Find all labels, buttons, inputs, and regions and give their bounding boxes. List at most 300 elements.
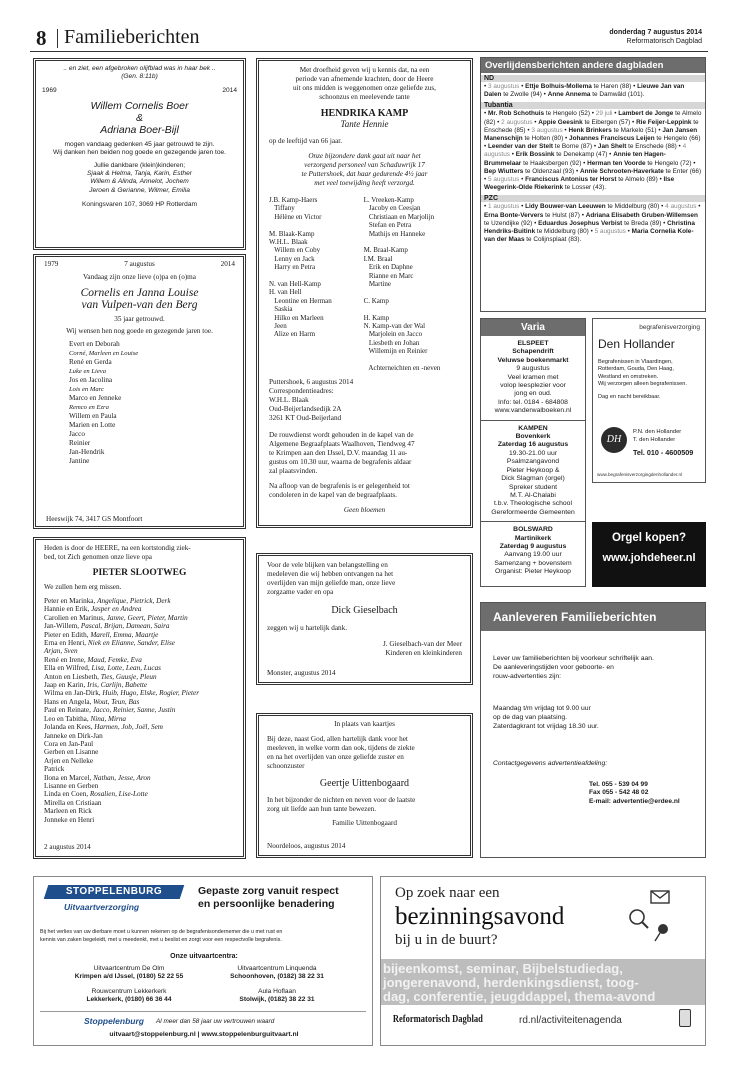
- headline-2: bezinningsavond: [395, 903, 565, 930]
- family-line: Evert en Deborah: [69, 340, 120, 348]
- announcement-slootweg: [33, 537, 246, 859]
- entry-name: Erna Bonte-Ververs: [484, 211, 544, 219]
- logo-emblem: DH: [601, 427, 627, 453]
- family-children: Nina, Mirna: [90, 714, 127, 723]
- service-line: De rouwdienst wordt gehouden in de kapel van de: [269, 431, 414, 440]
- entry-name: Mr. Rob Schothuis: [488, 110, 545, 118]
- text-line: Voor de vele blijken van belangstelling en: [267, 561, 388, 569]
- announcement-kamp: [256, 58, 473, 528]
- family-line: Jantine: [69, 457, 90, 465]
- family-line: Lois en Marc: [69, 386, 104, 393]
- name-1: Cornelis en Janna Louise: [80, 287, 199, 299]
- deadline-line: op de dag van plaatsing.: [493, 714, 568, 722]
- name-2: van Vulpen-van den Berg: [81, 299, 198, 311]
- headline-3: bij u in de buurt?: [395, 932, 498, 948]
- entry-name: Annie ten Hagen-Brummelaar: [484, 151, 666, 167]
- deadline-line: Maandag t/m vrijdag tot 9.00 uur: [493, 705, 591, 713]
- family-line: [364, 356, 462, 364]
- varia-line: Schapendrift: [512, 348, 554, 356]
- family-children: Jacco, Reinier, Sanne, Justin: [92, 706, 176, 715]
- entry-place: te Denekamp (47): [556, 151, 608, 159]
- family-line: Tiffany: [269, 204, 295, 213]
- family-children: Jasper en Andrea: [91, 605, 142, 614]
- bullet-icon: •: [532, 219, 539, 227]
- nickname: Tante Hennie: [340, 119, 389, 129]
- entry-place: te Breda (89): [624, 219, 662, 227]
- entry-name: Maria Cornelia Kole-van der Maas: [484, 228, 694, 244]
- thanks-line: met veel toewijding heeft verzorgd.: [314, 179, 415, 187]
- contact-head: Contactgegevens advertentieafdeling:: [493, 759, 608, 767]
- family-line: [44, 782, 243, 790]
- varia-line: 9 augustus: [516, 365, 550, 373]
- family-parents: Cora en Jan-Paul: [44, 739, 94, 748]
- entry-name: Eduardus Josephus Verbist: [538, 219, 623, 227]
- family-line: Marjolein en Jacco: [363, 330, 423, 339]
- family-line: [44, 757, 243, 765]
- contact-2: T. den Hollander: [633, 437, 676, 443]
- entry-name: Adriana Elisabeth Gruben-Willemsen: [585, 211, 698, 219]
- paper-label: ND: [481, 75, 705, 82]
- bullet-icon: •: [592, 143, 598, 151]
- family-parents: Jan-Willem,: [44, 622, 81, 631]
- family-line: [44, 816, 243, 824]
- thanks-line: Onze bijzondere dank gaat uit naar het: [308, 152, 421, 160]
- family-line: Hilko en Marleen: [269, 313, 324, 322]
- varia-line: Info: tel. 0184 - 684808: [498, 398, 568, 406]
- family-line: Liesbeth en Johan: [363, 338, 420, 347]
- family-line: M. Braal-Kamp: [363, 246, 408, 255]
- bullet-icon: •: [661, 219, 668, 227]
- family-line: [364, 288, 462, 296]
- family-line: Rianne en Marc: [363, 271, 414, 280]
- family-line: [44, 748, 243, 756]
- service-line: zal plaatsvinden.: [269, 467, 318, 476]
- header-paper: Reformatorisch Dagblad: [626, 38, 702, 45]
- service-line: gustus om 10.30 uur, waarna de begrafenis aldaar: [269, 458, 412, 467]
- entry-date: 1 augustus: [488, 203, 520, 211]
- service-line: te Krimpen aan den IJssel, D.V. maandag 11 au-: [269, 449, 408, 458]
- family-line: [44, 765, 243, 773]
- varia-line: Aanvang 19.00 uur: [504, 551, 562, 559]
- bullet-icon: •: [588, 228, 595, 236]
- entry-place: te Almelo (82): [484, 110, 702, 126]
- family-parents: Lisanne en Gerben: [44, 781, 99, 790]
- info-line: De aanleveringstijden voor geboorte- en: [493, 663, 614, 671]
- bullet-icon: •: [563, 135, 570, 143]
- family-children: Maud, Femke, Eva: [87, 655, 142, 664]
- ad-fax: Fax 055 - 542 48 02: [589, 789, 649, 797]
- entry-name: Anne Annema: [547, 91, 591, 99]
- agenda-url[interactable]: rd.nl/activiteitenagenda: [519, 1015, 622, 1026]
- intro-line: uit ons midden is weggenomen onze geliefde zus,: [293, 84, 436, 92]
- family-line: [44, 698, 243, 706]
- bullet-icon: •: [484, 203, 489, 211]
- family-line: Marco en Jenneke: [69, 394, 122, 402]
- family-line: Remco en Ezra: [69, 404, 109, 411]
- family-line: M. Blaak-Kamp: [269, 229, 315, 238]
- entry-date: 2 augustus: [501, 118, 533, 126]
- family-line: [44, 673, 243, 681]
- text: [267, 561, 462, 597]
- entry-name: Johannes Franciscus Leijen: [569, 135, 655, 143]
- family-line: [44, 723, 243, 731]
- entry-place: te Hengelo (72): [647, 159, 692, 167]
- condolence: [269, 482, 470, 500]
- text-line: In het bijzonder de nichten en neven voor de laatste: [267, 796, 416, 804]
- varia-line: Bovenkerk: [515, 433, 551, 441]
- den-hollander-ad: [592, 318, 706, 483]
- family-line: C. Kamp: [363, 296, 389, 305]
- family-right: [364, 196, 462, 372]
- info-line: Begrafenissen in Vlaardingen,: [598, 359, 673, 365]
- entry-place: te Damwâld (101).: [592, 91, 645, 99]
- submission-text: [493, 655, 705, 681]
- family-line: [44, 681, 243, 689]
- text-line: zorgzame vader en opa: [267, 588, 334, 596]
- family-line: Reinier: [69, 439, 91, 447]
- varia-line: Samenzang + bovenstem: [494, 559, 572, 567]
- corr-line: W.H.L. Blaak: [269, 396, 309, 405]
- family-line: [44, 799, 243, 807]
- family-parents: Pieter en Edith,: [44, 630, 91, 639]
- family-line: René en Gerda: [69, 358, 112, 366]
- family-children: Wout, Teun, Bas: [93, 697, 140, 706]
- intro-line: Met droefheid geven wij u kennis dat, na een: [299, 66, 430, 74]
- family-line: [44, 605, 243, 613]
- words-2: jongerenavond, herdenkingsdienst, toog-: [383, 975, 639, 990]
- entry-place: te Uzendijke (92): [484, 219, 533, 227]
- family-parents: Leo en Tabitha,: [44, 714, 91, 723]
- varia-place: BOLSWARD: [513, 526, 553, 534]
- flowers: Geen bloemen: [343, 506, 386, 515]
- text-line: overlijden van mijn geliefde man, onze lieve: [267, 579, 396, 587]
- envelope-flap-icon: [651, 891, 669, 898]
- deceased-name: PIETER SLOOTWEG: [92, 568, 187, 578]
- text-line: schoonzuster: [267, 762, 305, 770]
- corr-line: Oud-Beijerlandsedijk 2A: [269, 405, 342, 414]
- family-line: Luke en Lieva: [69, 368, 106, 375]
- logo-sub: Uitvaartverzorging: [64, 902, 140, 912]
- family-parents: Gerben en Lisanne: [44, 748, 99, 757]
- entry-date: 3 augustus: [531, 126, 563, 134]
- brand: Reformatorisch Dagblad: [392, 1014, 483, 1025]
- year-left: 1969: [42, 87, 57, 95]
- entry-place: te Haren (88): [593, 83, 632, 90]
- children-line: Willem & Alinda, Annelot, Jochem: [90, 178, 189, 186]
- text-line: meeleven, in welke vorm dan ook, tijdens de ziekte: [267, 744, 415, 752]
- place: Noordeloos, augustus 2014: [267, 842, 346, 850]
- orgel-url[interactable]: www.johdeheer.nl: [602, 552, 696, 564]
- sign-1: J. Gieselbach-van der Meer: [382, 640, 462, 648]
- entry-place: te Zwolle (94): [503, 91, 542, 99]
- entry-date: 5 augustus: [488, 176, 520, 184]
- varia-place: KAMPEN: [518, 424, 548, 432]
- family-line: Willem en Coby: [269, 246, 321, 255]
- family-line: [44, 732, 243, 740]
- bullet-icon: •: [484, 83, 489, 90]
- footer-name: Stoppelenburg: [84, 1016, 144, 1026]
- intro-line: periode van afnemende krachten, door de Heere: [295, 75, 434, 83]
- text-line: zorg uit liefde aan hun tante bewezen.: [267, 805, 377, 813]
- centres-head: Onze uitvaartcentra:: [170, 953, 238, 960]
- family-children: Marell, Emma, Maartje: [90, 630, 159, 639]
- entry-date: 29 juli: [595, 110, 613, 118]
- orgel-ad: [592, 522, 706, 587]
- family-line: L. Vreeken-Kamp: [363, 196, 414, 204]
- deceased-name: Dick Gieselbach: [331, 605, 398, 616]
- entry-place: te Colijnsplaat (83).: [526, 236, 582, 244]
- paper-entries: • 3 augustus • Ettje Bolhuis-Mollema te Haren (88) • Lieuwe Jan van Dalen te Zwolle (94) • Anne Annema te Damwâld (101).: [484, 83, 685, 99]
- pin-icon: [658, 924, 668, 934]
- submission-title: Aanleveren Familieberichten: [481, 603, 705, 631]
- bullet-icon: •: [631, 83, 638, 90]
- entry-date: 3 augustus: [488, 83, 520, 90]
- varia-item: [481, 521, 585, 580]
- sign-2: Kinderen en kleinkinderen: [385, 649, 462, 657]
- family-children: Nathan, Jesse, Aron: [93, 773, 151, 782]
- varia-line: Zaterdag 9 augustus: [499, 542, 567, 550]
- pin-needle: [655, 933, 660, 941]
- ampersand: &: [135, 111, 143, 124]
- family-children: Harmen, Job, Joël, Sem: [94, 723, 163, 732]
- small-head: begrafenisverzorging: [639, 324, 700, 331]
- orgel-line-1: Orgel kopen?: [611, 532, 687, 544]
- family-line: Mathijs en Hanneke: [363, 229, 426, 238]
- logo-text: STOPPELENBURG: [65, 886, 163, 897]
- year-right: 2014: [222, 87, 237, 95]
- ad-email[interactable]: E-mail: advertentie@erdee.nl: [589, 797, 680, 805]
- bullet-icon: •: [607, 151, 614, 159]
- entry-place: te Holten (80): [524, 135, 564, 143]
- deceased-name: HENDRIKA KAMP: [320, 108, 409, 119]
- family-list: [44, 597, 243, 824]
- family-parents: Jaap en Karin,: [44, 681, 88, 690]
- verse-ref: (Gen. 8:11b): [121, 73, 158, 81]
- phone: Tel. 010 - 4600509: [633, 448, 694, 457]
- decoration-icons: [615, 889, 685, 951]
- family-line: Christiaan en Marjolijn: [363, 212, 435, 221]
- family-children: Janne, Geert, Pieter, Martin: [106, 613, 188, 622]
- family-parents: Janneke en Dirk-Jan: [44, 731, 103, 740]
- family-parents: Hans en Angela,: [44, 697, 94, 706]
- family-line: Jacco: [69, 430, 85, 438]
- entry-name: Annie Schrooten-Haverkate: [579, 167, 664, 175]
- bullet-icon: •: [484, 176, 489, 184]
- deadline-text: [493, 705, 705, 731]
- varia-line: Veluwse boekenmarkt: [497, 356, 569, 364]
- centre-phone: Krimpen a/d IJssel, (0180) 52 22 55: [74, 973, 184, 981]
- varia-line: Dick Slagman (orgel): [501, 475, 565, 483]
- service: [269, 431, 470, 476]
- footer-contact[interactable]: uitvaart@stoppelenburg.nl | www.stoppelenburguitvaart.nl: [109, 1031, 299, 1038]
- varia-line: Pieter Heykoop &: [506, 466, 560, 474]
- family-line: Hélène en Victor: [269, 212, 322, 221]
- family-children: Arjan, Sven: [44, 647, 78, 656]
- text: [267, 735, 462, 771]
- family-line: [44, 614, 243, 622]
- varia-line: Organist: Pieter Heykoop: [495, 568, 571, 576]
- section-title: Familieberichten: [64, 26, 200, 48]
- thanks-line: te Puttershoek, dat haar gedurende 4½ jaar: [301, 170, 428, 178]
- contact-1: P.N. den Hollander: [633, 429, 682, 435]
- intro-2: kennis van zaken begeleidt, met u meedenkt, met u beslist en zorgt voor een respectvolle begrafenis.: [40, 937, 282, 943]
- entry-place: te Enter (66): [665, 167, 702, 175]
- text-2: Wij danken hen beiden nog goede en gezegende jaren toe.: [52, 148, 227, 156]
- text-line: Bij deze, naast God, allen hartelijk dank voor het: [267, 735, 408, 743]
- family-line: Willem en Paula: [69, 412, 117, 420]
- varia-title: Varia: [481, 319, 585, 336]
- varia-place: ELSPEET: [517, 340, 549, 347]
- entry-name: Henk Brinkers: [568, 126, 612, 134]
- entry-name: Jan Shelt: [597, 143, 627, 151]
- family-line: Jan-Hendrik: [69, 448, 105, 456]
- family-line: Willemijn en Reinier: [363, 347, 428, 356]
- varia-line: www.vanderwalboeken.nl: [494, 407, 572, 415]
- entry-name: Ilse Weegerink-Olde Riekerink: [484, 176, 675, 192]
- page-number: 8: [36, 26, 47, 50]
- family-parents: Ella en Wilfred,: [44, 664, 92, 673]
- deceased-name: Geertje Uittenbogaard: [319, 778, 410, 789]
- family-parents: Arjen en Nelleke: [44, 756, 94, 765]
- varia-line: Psalmzangavond: [506, 458, 560, 466]
- family-parents: Mirella en Cristiaan: [44, 798, 102, 807]
- entry-place: te Borne (87): [554, 143, 593, 151]
- corr-head: Correspondentieadres:: [269, 387, 334, 396]
- family-line: [44, 715, 243, 723]
- head: In plaats van kaartjes: [334, 720, 395, 728]
- bezinning-ad: [380, 876, 706, 1046]
- family-parents: Ilona en Marcel,: [44, 773, 94, 782]
- family-children: Niek en Elianne, Sander, Elise: [87, 639, 175, 648]
- years: 35 jaar getrouwd.: [114, 315, 165, 323]
- family-parents: Hannie en Erik,: [44, 605, 92, 614]
- entry-name: Jan Jansen Manenschijn: [484, 126, 698, 143]
- family-line: Leontine en Herman: [269, 296, 332, 305]
- family-line: [44, 597, 243, 605]
- bullet-icon: •: [541, 91, 548, 99]
- date: 7 augustus: [124, 260, 155, 268]
- submission-info: [480, 602, 706, 858]
- family-parents: Jolanda en Kees,: [44, 723, 95, 732]
- stoppelenburg-logo: [46, 885, 182, 915]
- paper-entries: • Mr. Rob Schothuis te Hengelo (52) • 29 juli • Lambert de Jonge te Almelo (82) • 2 augustus • Appie Geesink te Eibergen (57) • Rie Feijer-Leppink te Enschede (85) • 3 augustus • Henk Brinkers te Markelo (51) • Jan Jansen Manenschijn te Holten (80) • Johannes Franciscus Leijen te Hengelo (66) • Leender van der Stelt te Borne (87) • Jan Shelt te Enschede (88) • 4 augustus • Erik Bossink te Denekamp (47) • Annie ten Hagen-Brummelaar te Haaksbergen (92) • Herman ten Voorde te Hengelo (72) • Bep Wiutters te Oldenzaal (93) • Annie Schrooten-Haverkate te Enter (66) • 5 augustus • Franciscus Antonius ter Horst te Almelo (89) • Ilse Weegerink-Olde Riekerink te Losser (43).: [484, 110, 702, 192]
- family-line: [44, 639, 243, 647]
- date: 2 augustus 2014: [44, 843, 91, 851]
- varia-line: Zaterdag 16 augustus: [497, 441, 569, 449]
- family-parents: René en Irene,: [44, 655, 88, 664]
- entry-date: 4 augustus: [484, 143, 687, 159]
- bullet-icon: •: [484, 110, 489, 118]
- family-line: N. van Hell-Kamp: [269, 280, 321, 289]
- intro-1: Bij het verlies van uw dierbare moet u kunnen rekenen op de begrafenisondernemer die u met rust en: [40, 929, 283, 935]
- deadline-line: Zaterdagkrant tot vrijdag 18.30 uur.: [493, 722, 599, 730]
- family-line: W.H.L. Blaak: [269, 238, 308, 247]
- family-parents: Paul en Reinate,: [44, 706, 93, 715]
- varia-line: jong en oud.: [514, 390, 552, 398]
- text-1: mogen vandaag gedenken 45 jaar getrouwd te zijn.: [64, 140, 215, 148]
- website[interactable]: www.begrafenisverzorgingdenhollander.nl: [597, 472, 683, 477]
- family-line: Stefan en Petra: [363, 221, 412, 230]
- night: Dag en nacht bereikbaar.: [598, 393, 661, 400]
- entry-place: te Middelburg (80): [536, 228, 589, 236]
- miss: We zullen hem erg missen.: [44, 583, 122, 591]
- entry-name: Rie Feijer-Leppink: [636, 118, 692, 126]
- family-children: Iris, Carlijn, Babette: [87, 681, 148, 690]
- entry-name: Leender van der Stelt: [488, 143, 554, 151]
- family-parents: Marleen en Rick: [44, 807, 92, 816]
- entry-place: te Eibergen (57): [584, 118, 631, 126]
- bullet-icon: •: [574, 167, 580, 175]
- ad-phone: Tel. 055 - 539 04 99: [589, 780, 648, 788]
- footer-rule: [40, 1011, 366, 1012]
- bullet-icon: •: [581, 159, 588, 167]
- headline-1: Op zoek naar een: [395, 885, 500, 901]
- wish: Wij wensen hen nog goede en gezegende jaren toe.: [66, 327, 213, 335]
- verse: .. en ziet, een afgebroken olijfblad was in haar bek ..: [63, 65, 216, 72]
- thanks-line: verzorgend personeel van Schaduwrijk 17: [304, 161, 425, 169]
- address: Heeswijk 74, 3417 GS Montfoort: [46, 515, 143, 523]
- place-date: Puttershoek, 6 augustus 2014: [269, 378, 354, 387]
- family-line: Lenny en Jack: [269, 254, 315, 263]
- family-line: [44, 656, 243, 664]
- varia-line: t.b.v. Theologische school: [494, 500, 572, 508]
- family-line: Alize en Harm: [269, 330, 316, 339]
- paper-entries: • 1 augustus • Lidy Bouwer-van Leeuwen te Middelburg (80) • 4 augustus • Erna Bonte-Ververs te Hulst (87) • Adriana Elisabeth Gruben-Willemsen te Uzendijke (92) • Eduardus Josephus Verbist te Breda (89) • Christina Hendriks-Buitink te Middelburg (80) • 5 augustus • Maria Cornelia Kole-van der Maas te Colijnsplaat (83).: [484, 203, 701, 244]
- corr-line: 3261 KT Oud-Beijerland: [269, 414, 342, 423]
- centre-phone: Lekkerkerk, (0180) 66 36 44: [86, 996, 172, 1004]
- entry-name: Herman ten Voorde: [587, 159, 646, 167]
- family-line: [44, 740, 243, 748]
- intro: Vandaag zijn onze lieve (o)pa en (o)ma: [83, 273, 196, 281]
- slogan-1: Gepaste zorg vanuit respect: [198, 885, 339, 897]
- family-line: H. van Hell: [269, 288, 302, 297]
- family-parents: Erna en Henri,: [44, 639, 88, 648]
- header-date: donderdag 7 augustus 2014: [609, 29, 702, 36]
- entry-place: te Enschede (88): [628, 143, 677, 151]
- family-line: Marien en Lotte: [69, 421, 116, 429]
- family-line: [44, 647, 243, 655]
- family-line: I.M. Braal: [363, 254, 393, 263]
- header-divider: [57, 29, 58, 48]
- family-line: N. Kamp-van der Wal: [363, 322, 426, 331]
- family-line: [364, 238, 462, 246]
- phone-icon: [679, 1009, 691, 1027]
- family-left: [269, 196, 364, 372]
- family-line: [44, 664, 243, 672]
- centre-name: Aula Hoflaan: [258, 987, 296, 995]
- family-line: [269, 272, 364, 280]
- family-line: [44, 689, 243, 697]
- varia-line: M.T. Al-Chalabi: [510, 491, 556, 499]
- bullet-icon: •: [659, 203, 666, 211]
- thanks: [259, 152, 470, 188]
- family-line: Corné, Marleen en Louise: [69, 350, 139, 357]
- varia-line: Spreker student: [509, 483, 557, 491]
- entry-name: Lieuwe Jan van Dalen: [484, 83, 685, 99]
- family-parents: Carolien en Marinus,: [44, 613, 107, 622]
- family-line: Jacoby en Ceesjan: [363, 204, 421, 213]
- family-line: J.B. Kamp-Haers: [269, 196, 318, 204]
- family-parents: Patrick: [44, 765, 65, 774]
- name-2: Adriana Boer-Bijl: [100, 123, 179, 136]
- magnifier-handle: [642, 922, 648, 928]
- entry-date: 5 augustus: [594, 228, 626, 236]
- paper-label: Tubantia: [481, 102, 705, 109]
- obituaries-other-papers: [480, 57, 706, 312]
- year-left: 1979: [44, 260, 59, 268]
- announcement-uittenbogaard: [256, 713, 473, 858]
- family-children: Angelique, Pietrick, Derk: [97, 597, 171, 605]
